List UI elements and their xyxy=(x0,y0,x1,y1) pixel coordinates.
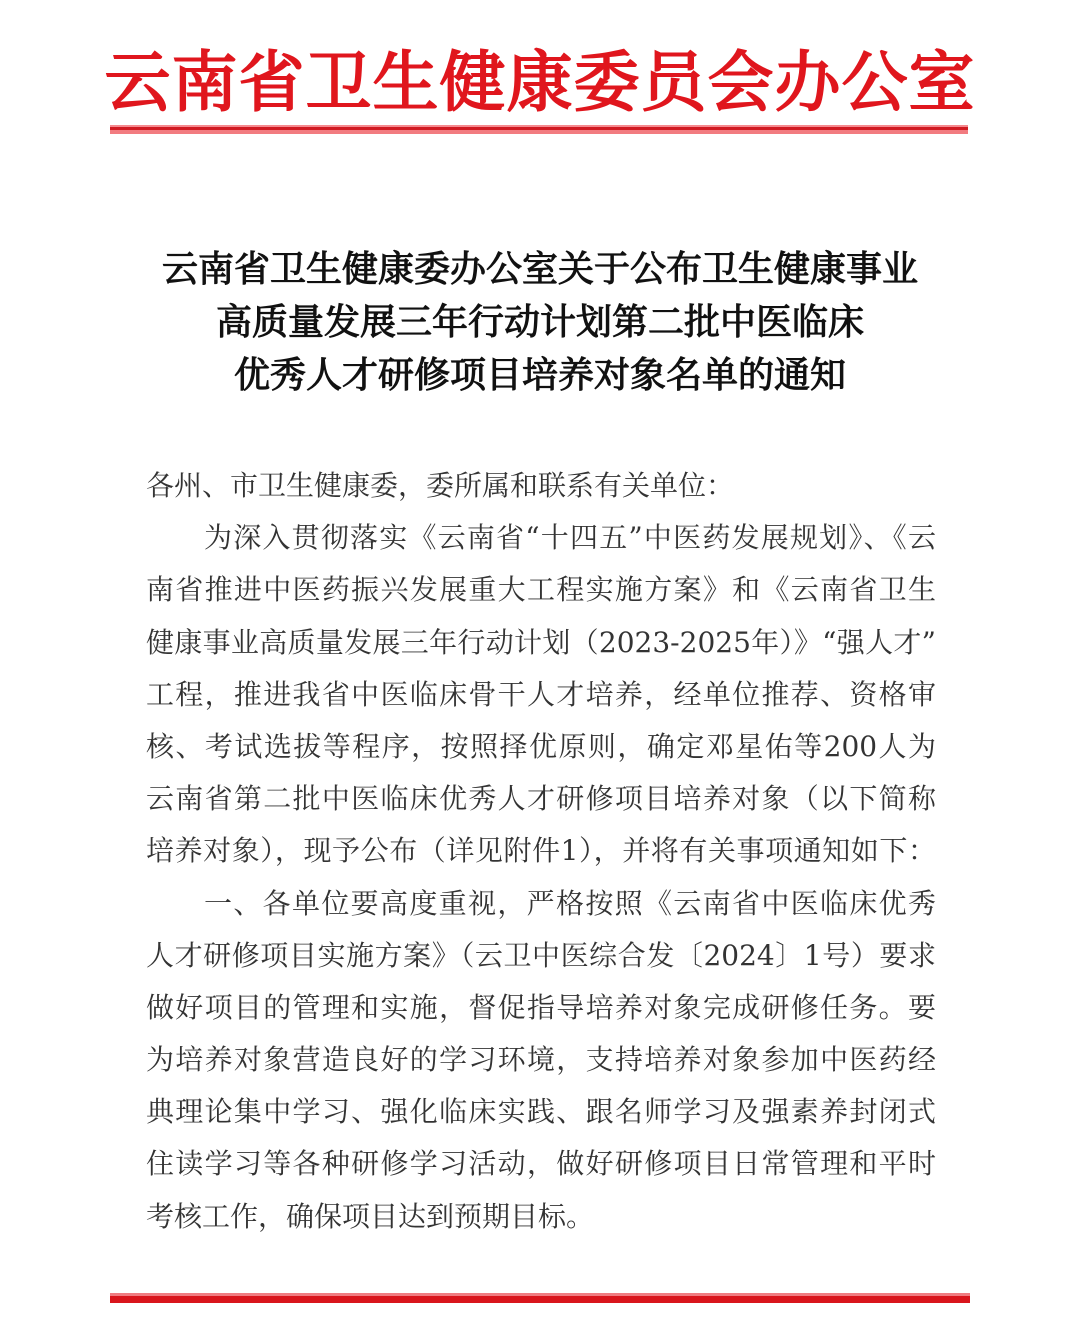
document-title xyxy=(0,243,1080,402)
body-line: 工程，推进我省中医临床骨干人才培养，经单位推荐、资格审 xyxy=(146,677,936,711)
body-line: 典理论集中学习、强化临床实践、跟名师学习及强素养封闭式 xyxy=(146,1095,936,1129)
body-line: 一、各单位要高度重视，严格按照《云南省中医临床优秀 xyxy=(204,886,936,920)
body-line: 考核工作，确保项目达到预期目标。 xyxy=(146,1199,595,1233)
body-line: 为培养对象营造良好的学习环境，支持培养对象参加中医药经 xyxy=(146,1043,936,1077)
body-line: 南省推进中医药振兴发展重大工程实施方案》和《云南省卫生 xyxy=(146,573,936,607)
body-line: 核、考试选拔等程序，按照择优原则，确定邓星佑等200人为 xyxy=(146,729,936,763)
title-line-2: 高质量发展三年行动计划第二批中医临床 xyxy=(215,302,864,343)
letterhead-org-name: 云南省卫生健康委员会办公室 xyxy=(104,43,976,121)
body-line: 健康事业高质量发展三年行动计划（2023-2025年）》“强人才” xyxy=(146,625,936,659)
body-line: 住读学习等各种研修学习活动，做好研修项目日常管理和平时 xyxy=(146,1147,936,1181)
footer-rule xyxy=(110,1293,970,1303)
title-line-3: 优秀人才研修项目培养对象名单的通知 xyxy=(233,355,846,396)
letterhead-top-rule xyxy=(110,125,968,134)
body-line: 云南省第二批中医临床优秀人才研修项目培养对象（以下简称 xyxy=(146,782,936,816)
body-line: 为深入贯彻落实《云南省“十四五”中医药发展规划》、《云 xyxy=(204,521,936,555)
document-body xyxy=(146,460,936,1243)
body-line: 做好项目的管理和实施，督促指导培养对象完成研修任务。要 xyxy=(146,990,936,1024)
body-line: 人才研修项目实施方案》（云卫中医综合发〔2024〕1号）要求 xyxy=(146,938,936,972)
title-line-1: 云南省卫生健康委办公室关于公布卫生健康事业 xyxy=(161,249,918,290)
body-line: 培养对象），现予公布（详见附件1），并将有关事项通知如下： xyxy=(146,834,936,868)
salutation: 各州、市卫生健康委，委所属和联系有关单位： xyxy=(146,469,735,502)
